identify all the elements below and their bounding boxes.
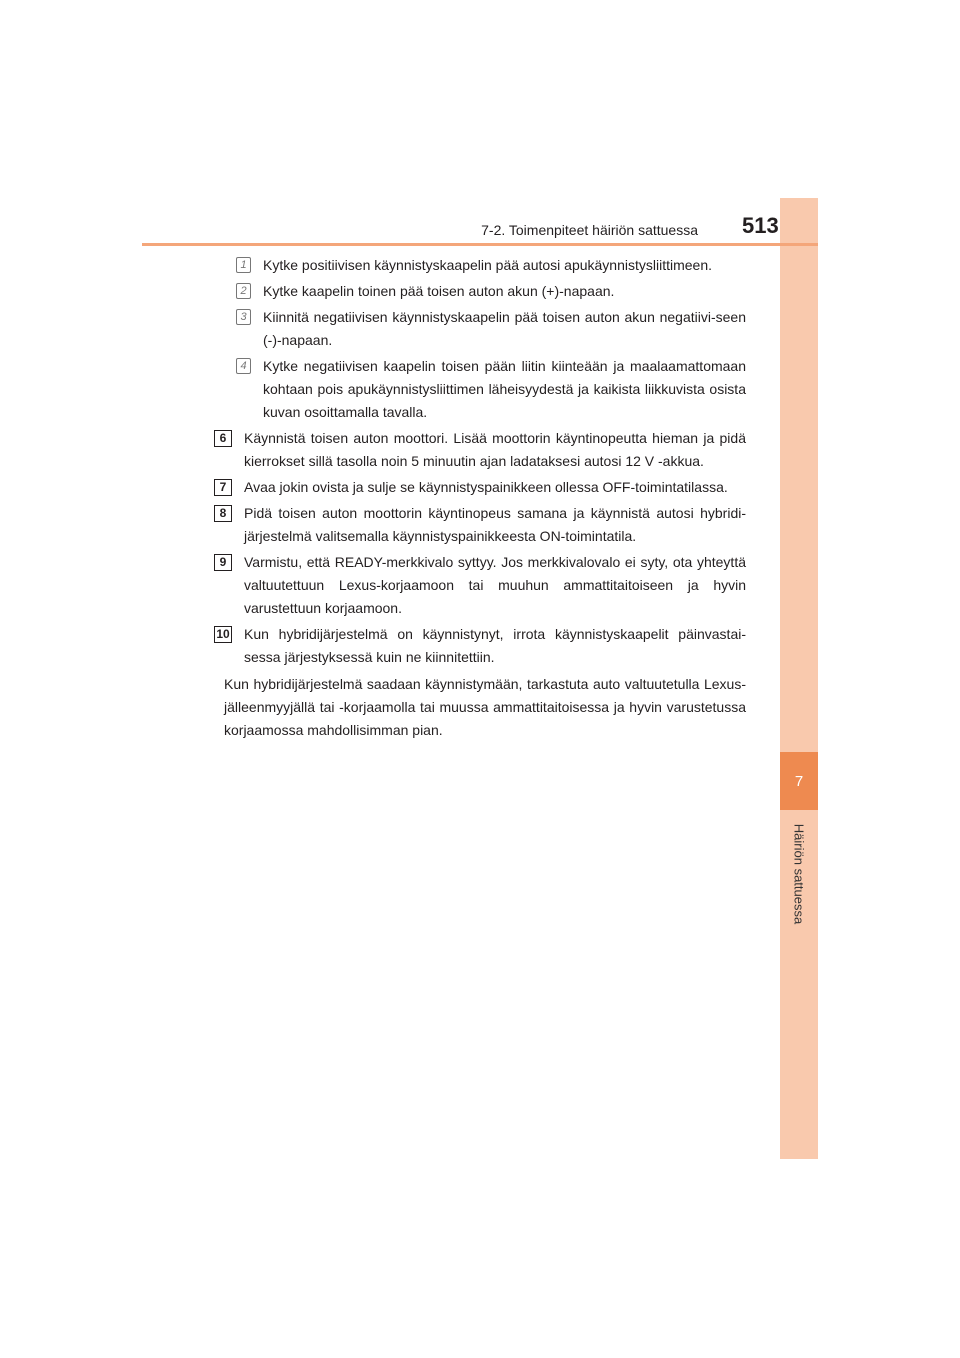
- step-text: Varmistu, että READY-merkkivalo syttyy. Jos merkkivalovalo ei syty, ota yhteyttä valtuutettuun Lexus-korjaamoon tai muuhun ammattitaitoiseen ja hyvin varustettuun korjaamoon.: [244, 554, 746, 616]
- step-text: Käynnistä toisen auton moottori. Lisää moottorin käyntinopeutta hieman ja pidä kierrokset sillä tasolla noin 5 minuutin ajan ladataksesi autosi 12 V -akkua.: [244, 430, 746, 469]
- sub-step-text: Kytke negatiivisen kaapelin toisen pään liitin kiinteään ja maalaamattomaan kohtaan pois apukäynnistysliittimen läheisyydestä ja kaikista liikkuvista osista kuvan osoittamalla tavalla.: [263, 358, 746, 420]
- sub-step: [214, 254, 746, 277]
- step-text: Kun hybridijärjestelmä on käynnistynyt, irrota käynnistyskaapelit päinvastai-sessa järjestyksessä kuin ne kiinnitettiin.: [244, 626, 746, 665]
- step-marker: 10: [214, 626, 232, 643]
- step-marker: 7: [214, 479, 232, 496]
- step-text: Avaa jokin ovista ja sulje se käynnistyspainikkeen ollessa OFF-toimintatilassa.: [244, 479, 728, 495]
- step: [214, 476, 746, 499]
- chapter-title: Häiriön sattuessa: [791, 823, 807, 925]
- step-marker: 9: [214, 554, 232, 571]
- closing-paragraph: Kun hybridijärjestelmä saadaan käynnistymään, tarkastuta auto valtuutetulla Lexus-jälleenmyyjällä tai -korjaamolla tai muussa ammattitaitoisessa ja hyvin varustetussa korjaamossa mahdollisimman pian.: [224, 676, 746, 738]
- sub-step: [214, 306, 746, 352]
- step: [214, 427, 746, 473]
- sub-step-text: Kytke kaapelin toinen pää toisen auton akun (+)-napaan.: [263, 283, 615, 299]
- step: [214, 623, 746, 669]
- step-marker: 6: [214, 430, 232, 447]
- chapter-number: 7: [794, 772, 804, 790]
- sub-step-marker: 4: [236, 358, 251, 374]
- header-divider: [142, 243, 818, 246]
- sub-step-marker: 3: [236, 309, 251, 325]
- sub-step-marker: 2: [236, 283, 251, 299]
- chapter-number-tab: [780, 752, 818, 810]
- chapter-side-tab: [780, 198, 818, 1159]
- step-text: Pidä toisen auton moottorin käyntinopeus samana ja käynnistä autosi hybridi-järjestelmä valitsemalla käynnistyspainikkeesta ON-toimintatila.: [244, 505, 746, 544]
- section-title: 7-2. Toimenpiteet häiriön sattuessa: [481, 222, 698, 238]
- step: [214, 502, 746, 548]
- step-marker: 8: [214, 505, 232, 522]
- sub-step: [214, 355, 746, 424]
- page-number: 513: [742, 213, 779, 238]
- page-content: [214, 254, 746, 742]
- sub-step-marker: 1: [236, 257, 251, 273]
- sub-step: [214, 280, 746, 303]
- sub-step-text: Kiinnitä negatiivisen käynnistyskaapelin pää toisen auton akun negatiivi-seen (-)-napaan.: [263, 309, 746, 348]
- sub-step-text: Kytke positiivisen käynnistyskaapelin pää autosi apukäynnistysliittimeen.: [263, 257, 713, 273]
- step: [214, 551, 746, 620]
